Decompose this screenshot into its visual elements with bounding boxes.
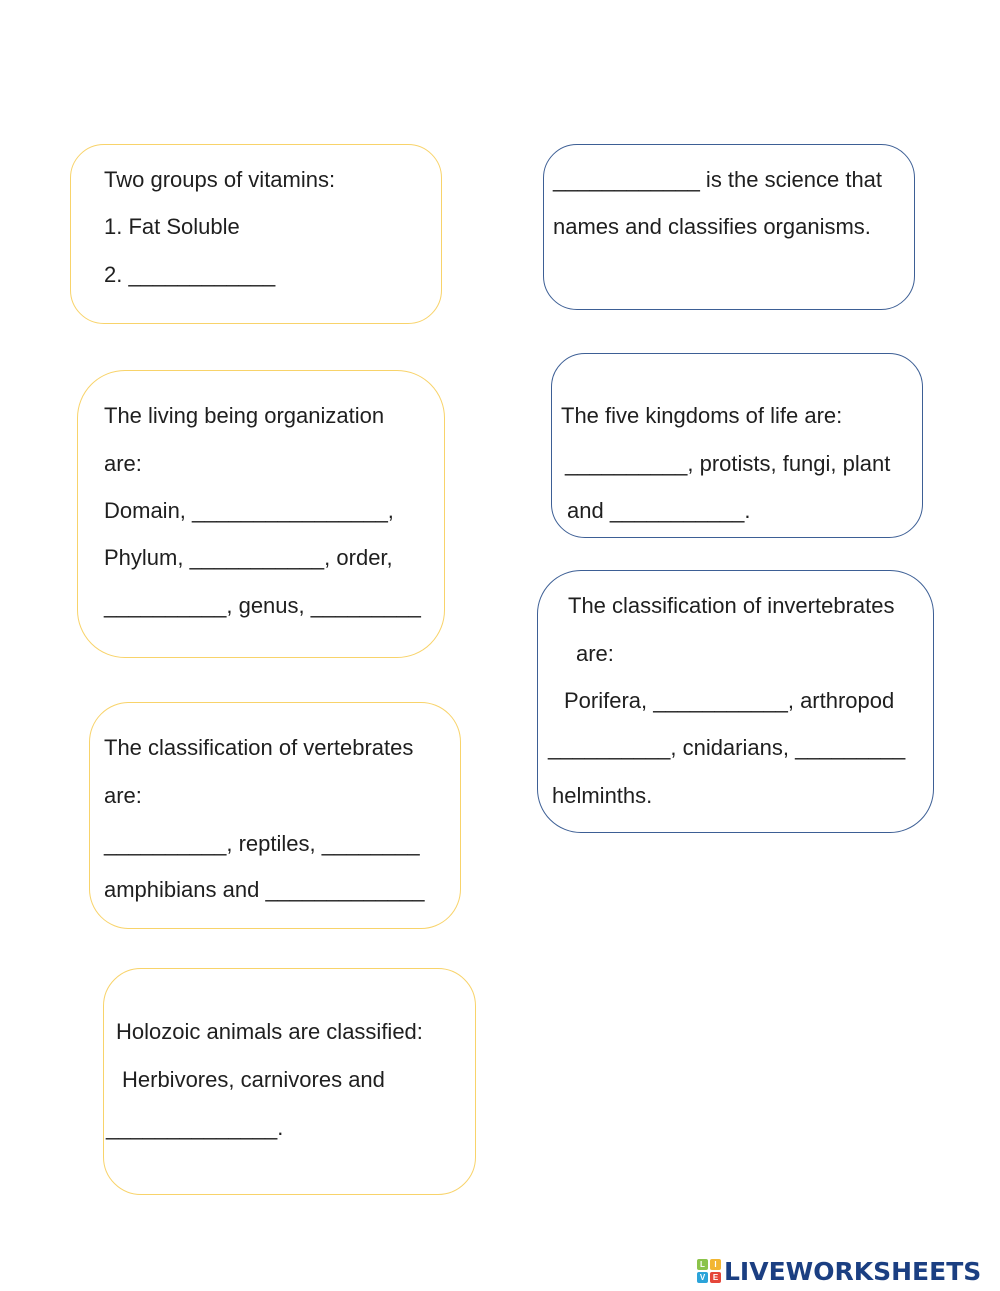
- holozoic-line-1: Holozoic animals are classified:: [116, 1019, 423, 1044]
- kingdoms-line-3: and ___________.: [567, 498, 751, 523]
- invertebrates-line-4: __________, cnidarians, _________: [548, 735, 906, 760]
- logo-mark-icon: [697, 1259, 721, 1283]
- vertebrates-line-3: __________, reptiles, ________: [104, 831, 420, 856]
- organization-line-4: Phylum, ___________, order,: [104, 545, 393, 570]
- holozoic-line-2: Herbivores, carnivores and: [122, 1067, 385, 1092]
- invertebrates-line-2: are:: [576, 641, 614, 666]
- logo-text: LIVEWORKSHEETS: [724, 1256, 982, 1286]
- kingdoms-line-2: __________, protists, fungi, plant: [565, 451, 891, 476]
- vertebrates-line-4: amphibians and _____________: [104, 877, 425, 902]
- vertebrates-line-2: are:: [104, 783, 142, 808]
- organization-line-3: Domain, ________________,: [104, 498, 394, 523]
- organization-line-2: are:: [104, 451, 142, 476]
- invertebrates-line-1: The classification of invertebrates: [568, 593, 895, 618]
- vitamins-line-2: 1. Fat Soluble: [104, 214, 240, 239]
- logo-mark-l: L: [697, 1259, 708, 1270]
- kingdoms-line-1: The five kingdoms of life are:: [561, 403, 843, 428]
- invertebrates-line-3: Porifera, ___________, arthropod: [564, 688, 895, 713]
- logo-mark-v: V: [697, 1272, 708, 1283]
- logo-mark-e: E: [710, 1272, 721, 1283]
- organization-line-1: The living being organization: [104, 403, 385, 428]
- organization-line-5: __________, genus, _________: [104, 593, 421, 618]
- liveworksheets-logo: [697, 1256, 981, 1286]
- logo-mark-i: I: [710, 1259, 721, 1270]
- taxonomy-line-1: ____________ is the science that: [553, 167, 883, 192]
- holozoic-line-3: ______________.: [106, 1115, 284, 1140]
- invertebrates-line-5: helminths.: [552, 783, 653, 808]
- vitamins-line-1: Two groups of vitamins:: [104, 167, 336, 192]
- vertebrates-line-1: The classification of vertebrates: [104, 735, 414, 760]
- vitamins-line-3: 2. ____________: [104, 262, 276, 287]
- taxonomy-line-2: names and classifies organisms.: [553, 214, 871, 239]
